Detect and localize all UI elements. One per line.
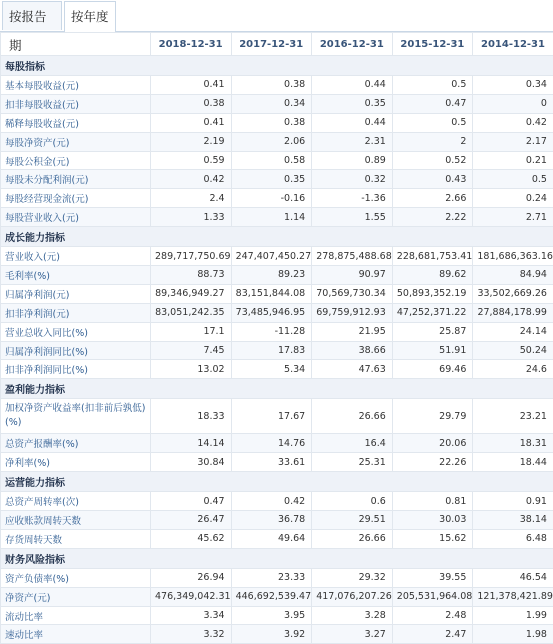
row-label: 每股营业收入(元)	[1, 208, 151, 227]
row-label: 净利率(%)	[1, 453, 151, 472]
table-cell: 2.66	[392, 189, 473, 208]
row-label: 毛利率(%)	[1, 266, 151, 285]
section-header-row	[1, 379, 553, 399]
section-header-row	[1, 56, 553, 76]
table-row	[1, 434, 553, 453]
table-row	[1, 529, 553, 548]
table-cell: 47.63	[312, 360, 393, 379]
row-label: 存货周转天数	[1, 529, 151, 548]
row-label: 稀释每股收益(元)	[1, 113, 151, 132]
table-cell: 18.33	[151, 399, 232, 434]
table-cell: 26.47	[151, 511, 232, 530]
section-title: 成长能力指标	[1, 227, 553, 247]
table-cell: 69.46	[392, 360, 473, 379]
table-cell: 2.17	[473, 132, 553, 151]
table-cell: 36.78	[231, 511, 312, 530]
table-row	[1, 322, 553, 341]
table-cell: 0.58	[231, 151, 312, 170]
column-header: 2014-12-31	[473, 33, 553, 56]
row-label: 每股经营现金流(元)	[1, 189, 151, 208]
table-cell: 2.4	[151, 189, 232, 208]
table-cell: 83,051,242.35	[151, 303, 232, 322]
section-title: 运营能力指标	[1, 472, 553, 492]
table-cell: 18.44	[473, 453, 553, 472]
table-cell: 0.5	[392, 76, 473, 95]
table-cell: 89.23	[231, 266, 312, 285]
table-cell: 23.33	[231, 568, 312, 587]
table-cell: 0.41	[151, 76, 232, 95]
table-body	[1, 56, 553, 644]
table-cell: 0.24	[473, 189, 553, 208]
table-row	[1, 284, 553, 303]
table-cell: -0.16	[231, 189, 312, 208]
table-row	[1, 399, 553, 434]
table-cell: 89,346,949.27	[151, 284, 232, 303]
table-row	[1, 303, 553, 322]
table-cell: 0.47	[392, 94, 473, 113]
table-cell: 90.97	[312, 266, 393, 285]
row-label: 加权净资产收益率(扣非前后孰低)(%)	[1, 399, 151, 434]
table-cell: 0.43	[392, 170, 473, 189]
table-cell: 0.34	[473, 76, 553, 95]
table-cell: 0.38	[231, 76, 312, 95]
table-row	[1, 453, 553, 472]
table-cell: 25.87	[392, 322, 473, 341]
tab-by-report-period[interactable]: 按报告期	[2, 1, 62, 30]
row-label: 资产负债率(%)	[1, 568, 151, 587]
table-row	[1, 132, 553, 151]
table-cell: 0.59	[151, 151, 232, 170]
table-cell: 14.14	[151, 434, 232, 453]
row-label: 营业收入(元)	[1, 247, 151, 266]
table-cell: 16.4	[312, 434, 393, 453]
table-cell: 17.1	[151, 322, 232, 341]
table-cell: 0.52	[392, 151, 473, 170]
table-cell: 0.34	[231, 94, 312, 113]
row-label: 每股未分配利润(元)	[1, 170, 151, 189]
table-row	[1, 568, 553, 587]
row-label: 扣非净利润(元)	[1, 303, 151, 322]
table-cell: 20.06	[392, 434, 473, 453]
section-header-row	[1, 548, 553, 568]
table-cell: 88.73	[151, 266, 232, 285]
table-cell: 0.42	[151, 170, 232, 189]
table-cell: 0.38	[231, 113, 312, 132]
table-cell: 29.79	[392, 399, 473, 434]
table-row	[1, 266, 553, 285]
section-title: 盈利能力指标	[1, 379, 553, 399]
table-cell: 33,502,669.26	[473, 284, 553, 303]
table-row	[1, 360, 553, 379]
table-cell: 50,893,352.19	[392, 284, 473, 303]
table-row	[1, 606, 553, 625]
table-row	[1, 151, 553, 170]
table-cell: 3.28	[312, 606, 393, 625]
table-cell: 38.66	[312, 341, 393, 360]
table-cell: 26.94	[151, 568, 232, 587]
table-cell: 1.33	[151, 208, 232, 227]
table-cell: 51.91	[392, 341, 473, 360]
table-cell: 1.14	[231, 208, 312, 227]
table-cell: 3.95	[231, 606, 312, 625]
table-cell: 446,692,539.47	[231, 587, 312, 606]
table-cell: 2	[392, 132, 473, 151]
table-cell: 83,151,844.08	[231, 284, 312, 303]
table-cell: 45.62	[151, 529, 232, 548]
table-cell: 3.27	[312, 625, 393, 644]
table-cell: 205,531,964.08	[392, 587, 473, 606]
table-cell: 2.22	[392, 208, 473, 227]
table-cell: 289,717,750.69	[151, 247, 232, 266]
section-header-row	[1, 472, 553, 492]
table-cell: 0.42	[231, 492, 312, 511]
table-cell: 30.03	[392, 511, 473, 530]
table-cell: 7.45	[151, 341, 232, 360]
table-cell: 0.47	[151, 492, 232, 511]
row-label: 每股净资产(元)	[1, 132, 151, 151]
table-row	[1, 511, 553, 530]
table-cell: 13.02	[151, 360, 232, 379]
row-label: 归属净利润同比(%)	[1, 341, 151, 360]
table-cell: 417,076,207.26	[312, 587, 393, 606]
table-cell: 0.41	[151, 113, 232, 132]
table-cell: 73,485,946.95	[231, 303, 312, 322]
table-cell: 0.91	[473, 492, 553, 511]
table-cell: 17.83	[231, 341, 312, 360]
table-row	[1, 113, 553, 132]
table-cell: 89.62	[392, 266, 473, 285]
table-cell: 0.32	[312, 170, 393, 189]
table-row	[1, 94, 553, 113]
table-cell: 0.42	[473, 113, 553, 132]
table-row	[1, 189, 553, 208]
table-cell: 1.99	[473, 606, 553, 625]
table-cell: 0.38	[151, 94, 232, 113]
table-cell: 70,569,730.34	[312, 284, 393, 303]
table-cell: 46.54	[473, 568, 553, 587]
table-cell: 17.67	[231, 399, 312, 434]
table-cell: 18.31	[473, 434, 553, 453]
table-row	[1, 341, 553, 360]
table-cell: 23.21	[473, 399, 553, 434]
table-cell: 3.32	[151, 625, 232, 644]
table-cell: 5.34	[231, 360, 312, 379]
table-cell: 27,884,178.99	[473, 303, 553, 322]
table-cell: 25.31	[312, 453, 393, 472]
table-cell: 228,681,753.41	[392, 247, 473, 266]
table-cell: 3.92	[231, 625, 312, 644]
table-cell: 0.5	[473, 170, 553, 189]
row-label: 每股公积金(元)	[1, 151, 151, 170]
table-cell: 49.64	[231, 529, 312, 548]
row-label: 净资产(元)	[1, 587, 151, 606]
row-label: 应收账款周转天数	[1, 511, 151, 530]
table-cell: 21.95	[312, 322, 393, 341]
table-cell: 24.14	[473, 322, 553, 341]
table-cell: 0.21	[473, 151, 553, 170]
table-cell: 29.51	[312, 511, 393, 530]
section-title: 财务风险指标	[1, 548, 553, 568]
table-row	[1, 492, 553, 511]
table-cell: 29.32	[312, 568, 393, 587]
table-cell: 181,686,363.16	[473, 247, 553, 266]
table-cell: 0.89	[312, 151, 393, 170]
table-cell: 50.24	[473, 341, 553, 360]
table-cell: 0.81	[392, 492, 473, 511]
table-cell: 476,349,042.31	[151, 587, 232, 606]
row-label: 流动比率	[1, 606, 151, 625]
tab-by-year[interactable]: 按年度	[64, 1, 116, 32]
table-cell: 0.44	[312, 76, 393, 95]
table-cell: 38.14	[473, 511, 553, 530]
table-cell: -1.36	[312, 189, 393, 208]
table-cell: 14.76	[231, 434, 312, 453]
table-cell: 69,759,912.93	[312, 303, 393, 322]
table-cell: 0.35	[312, 94, 393, 113]
table-cell: 26.66	[312, 529, 393, 548]
table-cell: 33.61	[231, 453, 312, 472]
table-cell: 2.06	[231, 132, 312, 151]
table-cell: 84.94	[473, 266, 553, 285]
table-cell: 2.48	[392, 606, 473, 625]
table-cell: 2.31	[312, 132, 393, 151]
table-row	[1, 76, 553, 95]
row-label: 总资产报酬率(%)	[1, 434, 151, 453]
table-cell: 2.71	[473, 208, 553, 227]
column-header: 2018-12-31	[151, 33, 232, 56]
section-title: 每股指标	[1, 56, 553, 76]
table-cell: 3.34	[151, 606, 232, 625]
table-cell: 15.62	[392, 529, 473, 548]
table-cell: 2.19	[151, 132, 232, 151]
row-label: 扣非每股收益(元)	[1, 94, 151, 113]
table-row	[1, 247, 553, 266]
table-cell: 121,378,421.89	[473, 587, 553, 606]
column-header: 2017-12-31	[231, 33, 312, 56]
table-cell: 0	[473, 94, 553, 113]
table-row	[1, 208, 553, 227]
table-cell: 47,252,371.22	[392, 303, 473, 322]
column-header: 2016-12-31	[312, 33, 393, 56]
table-header-row	[1, 33, 553, 56]
row-label: 速动比率	[1, 625, 151, 644]
table-cell: 0.44	[312, 113, 393, 132]
table-cell: 278,875,488.68	[312, 247, 393, 266]
table-cell: 2.47	[392, 625, 473, 644]
row-label: 总资产周转率(次)	[1, 492, 151, 511]
table-cell: 6.48	[473, 529, 553, 548]
header-corner	[1, 33, 151, 56]
column-header: 2015-12-31	[392, 33, 473, 56]
table-cell: 1.55	[312, 208, 393, 227]
row-label: 基本每股收益(元)	[1, 76, 151, 95]
table-cell: 0.5	[392, 113, 473, 132]
table-row	[1, 625, 553, 644]
table-cell: 0.6	[312, 492, 393, 511]
table-cell: 24.6	[473, 360, 553, 379]
table-cell: 22.26	[392, 453, 473, 472]
row-label: 扣非净利润同比(%)	[1, 360, 151, 379]
table-cell: 39.55	[392, 568, 473, 587]
table-row	[1, 587, 553, 606]
row-label: 归属净利润(元)	[1, 284, 151, 303]
table-cell: 30.84	[151, 453, 232, 472]
row-label: 营业总收入同比(%)	[1, 322, 151, 341]
table-cell: 247,407,450.27	[231, 247, 312, 266]
table-cell: 0.35	[231, 170, 312, 189]
table-row	[1, 170, 553, 189]
section-header-row	[1, 227, 553, 247]
table-cell: -11.28	[231, 322, 312, 341]
table-cell: 1.98	[473, 625, 553, 644]
financial-indicators-table	[0, 32, 553, 644]
table-cell: 26.66	[312, 399, 393, 434]
